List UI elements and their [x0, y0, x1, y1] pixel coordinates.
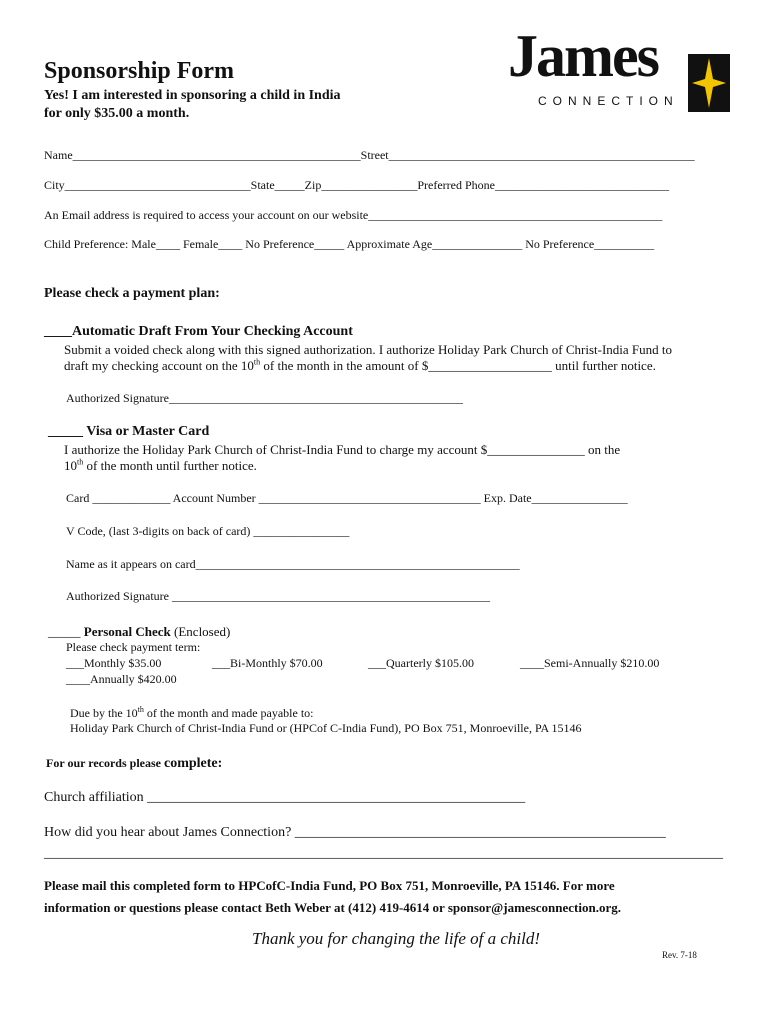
check-prefix: _____: [48, 624, 84, 639]
page-title: Sponsorship Form: [44, 58, 235, 84]
due-text-a: Due by the 10: [70, 706, 138, 720]
payment-plan-heading: Please check a payment plan:: [44, 286, 220, 301]
thank-you-message: Thank you for changing the life of a child!: [252, 929, 541, 948]
due-text-b: of the month and made payable to:: [143, 706, 314, 720]
check-term-label: Please check payment term:: [66, 640, 201, 654]
records-heading-b: complete:: [163, 756, 223, 771]
auto-draft-heading[interactable]: ____Automatic Draft From Your Checking Account: [44, 324, 353, 339]
visa-mastercard-heading[interactable]: _____ Visa or Master Card: [48, 424, 210, 439]
child-preference-line[interactable]: Child Preference: Male____ Female____ No Preference_____ Approximate Age_______________ No Preference__________: [44, 237, 655, 251]
hear-about-line[interactable]: How did you hear about James Connection? _____________________________________________________: [44, 825, 666, 840]
logo-word: James: [508, 23, 658, 89]
mail-instructions-2: information or questions please contact Beth Weber at (412) 419-4614 or sponsor@jamesconnection.org.: [44, 900, 621, 915]
records-heading-a: For our records please: [46, 756, 164, 770]
term-semiannual[interactable]: ____Semi-Annually $210.00: [520, 656, 660, 670]
auto-draft-sup: th: [253, 357, 261, 367]
card-auth-text-1[interactable]: I authorize the Holiday Park Church of Christ-India Fund to charge my account $_______________ on the: [64, 442, 621, 457]
check-suffix: (Enclosed): [170, 624, 231, 639]
email-line[interactable]: An Email address is required to access your account on our website_________________________________________________: [44, 208, 663, 222]
term-quarterly[interactable]: ___Quarterly $105.00: [368, 656, 474, 670]
card-auth-text-2a: 10: [64, 458, 77, 473]
revision-label: Rev. 7-18: [662, 950, 697, 960]
logo-subtitle: CONNECTION: [538, 94, 679, 108]
records-heading: [46, 756, 222, 772]
city-state-zip-phone-line[interactable]: City_______________________________State_____Zip________________Preferred Phone_____________________________: [44, 178, 669, 192]
term-monthly[interactable]: ___Monthly $35.00: [66, 656, 162, 670]
personal-check-heading[interactable]: [48, 624, 230, 640]
card-auth-sup: th: [77, 457, 84, 467]
james-connection-logo: [508, 23, 730, 116]
auto-draft-text-1: Submit a voided check along with this signed authorization. I authorize Holiday Park Church of Christ-India Fund to: [64, 342, 672, 357]
auto-draft-signature[interactable]: Authorized Signature_________________________________________________: [66, 391, 463, 405]
card-signature-line[interactable]: Authorized Signature _____________________________________________________: [66, 589, 490, 603]
auto-draft-text-2[interactable]: [64, 358, 656, 374]
check-label: Personal Check: [83, 624, 171, 639]
term-bimonthly[interactable]: ___Bi-Monthly $70.00: [212, 656, 323, 670]
mail-instructions-1: Please mail this completed form to HPCofC-India Fund, PO Box 751, Monroeville, PA 15146. For more: [44, 878, 615, 893]
term-annual[interactable]: ____Annually $420.00: [66, 672, 177, 686]
due-date-text: [70, 706, 314, 721]
card-account-exp-line[interactable]: Card _____________ Account Number _____________________________________ Exp. Date________________: [66, 491, 628, 505]
subtitle-line-1: Yes! I am interested in sponsoring a child in India: [44, 88, 341, 103]
auto-draft-text-2a: draft my checking account on the 10: [64, 358, 254, 373]
due-sup: th: [137, 705, 144, 714]
cross-star-icon: [688, 54, 730, 112]
vcode-line[interactable]: V Code, (last 3-digits on back of card) ________________: [66, 524, 350, 538]
auto-draft-text-2b: of the month in the amount of $___________________ until further notice.: [260, 358, 656, 373]
subtitle-line-2: for only $35.00 a month.: [44, 106, 190, 121]
name-on-card-line[interactable]: Name as it appears on card______________________________________________________: [66, 557, 520, 571]
payable-address: Holiday Park Church of Christ-India Fund or (HPCof C-India Fund), PO Box 751, Monroeville, PA 15146: [70, 721, 582, 735]
name-street-line[interactable]: Name________________________________________________Street___________________________________________________: [44, 148, 695, 162]
hear-about-line-2[interactable]: _________________________________________________________________________________________________: [44, 846, 723, 861]
card-auth-text-2: [64, 458, 257, 474]
church-affiliation-line[interactable]: Church affiliation ______________________________________________________: [44, 790, 526, 805]
card-auth-text-2b: of the month until further notice.: [83, 458, 257, 473]
